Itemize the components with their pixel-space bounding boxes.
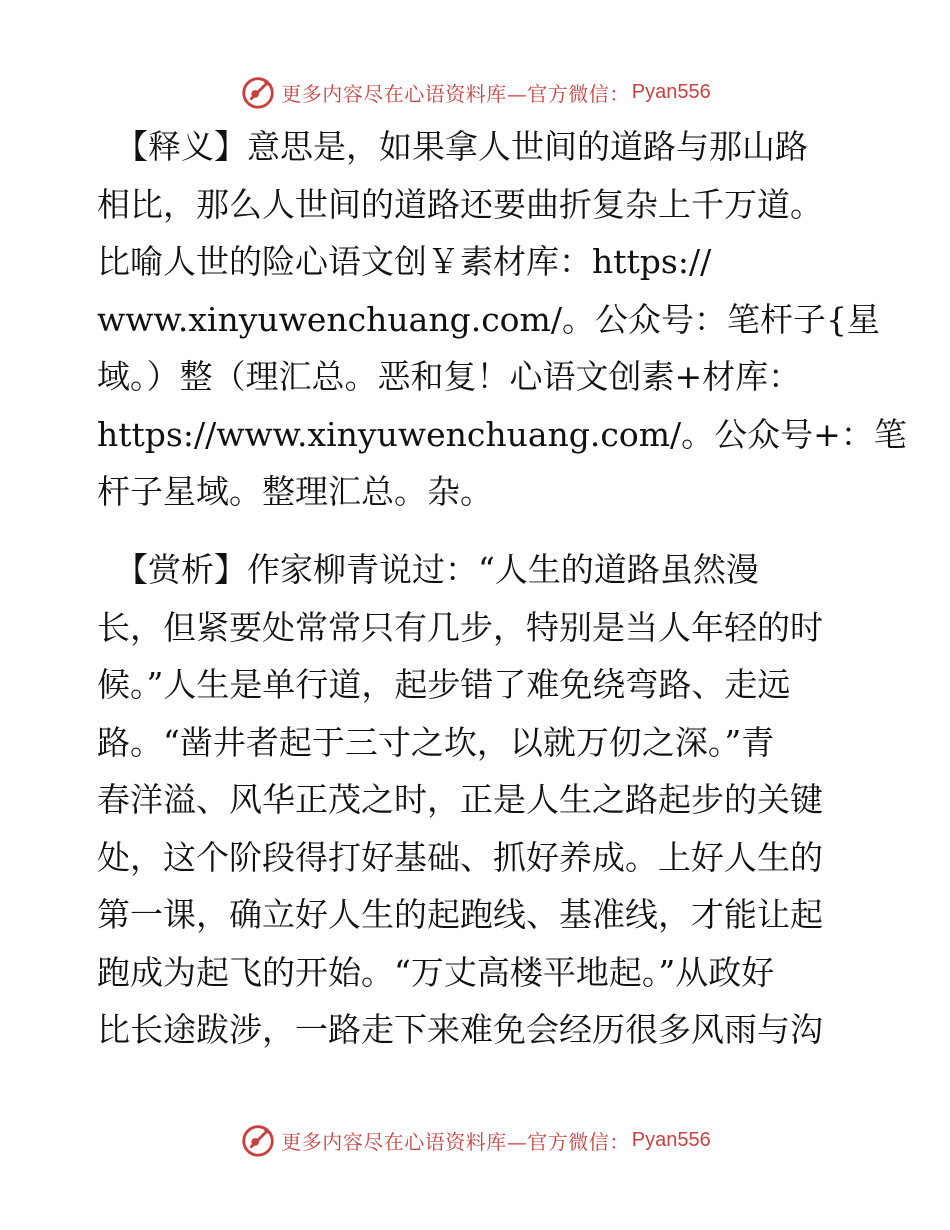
text-line: 第一课，确立好人生的起跑线、基准线，才能让起: [97, 895, 823, 934]
header-watermark-banner: [0, 70, 950, 114]
banner-text: 更多内容尽在心语资料库—官方微信：: [281, 81, 630, 106]
text-line: 候。”人生是单行道，起步错了难免绕弯路、走远: [97, 665, 791, 704]
text-line: 处，这个阶段得打好基础、抓好养成。上好人生的: [97, 837, 823, 877]
paragraph-definition: [97, 118, 907, 521]
banner-contact: Pyan556: [631, 80, 711, 103]
text-line: 杆子星域。整理汇总。杂。: [97, 472, 493, 511]
text-line: 比喻人世的险心语文创￥素材库：https://: [97, 242, 712, 281]
text-line: 比长途跋涉，一路走下来难免会经历很多风雨与沟: [97, 1010, 823, 1049]
banner-contact: Pyan556: [631, 1128, 711, 1151]
text-line: www.xinyuwenchuang.com/。公众号：笔杆子{星: [97, 299, 880, 339]
paragraph-appreciation: [97, 541, 857, 1059]
text-line: 长，但紧要处常常只有几步，特别是当人年轻的时: [97, 607, 823, 647]
text-line: 域。）整（理汇总。恶和复！心语文创素+材库：: [97, 357, 802, 396]
red-seal-logo-icon: [239, 73, 277, 111]
text-line: 【释义】意思是，如果拿人世间的道路与那山路: [115, 127, 808, 166]
text-line: 春洋溢、风华正茂之时，正是人生之路起步的关键: [97, 780, 823, 819]
text-line: 路。“凿井者起于三寸之坎，以就万仞之深。”青: [97, 722, 775, 762]
text-line: 跑成为起飞的开始。“万丈高楼平地起。”从政好: [97, 952, 775, 992]
footer-watermark-banner: [0, 1118, 950, 1162]
text-line: 相比，那么人世间的道路还要曲折复杂上千万道。: [97, 184, 823, 224]
banner-text: 更多内容尽在心语资料库—官方微信：: [281, 1129, 630, 1154]
text-line: 【赏析】作家柳青说过：“人生的道路虽然漫: [115, 550, 759, 589]
text-line: https://www.xinyuwenchuang.com/。公众号+：笔: [97, 414, 907, 454]
red-seal-logo-icon: [239, 1121, 277, 1159]
